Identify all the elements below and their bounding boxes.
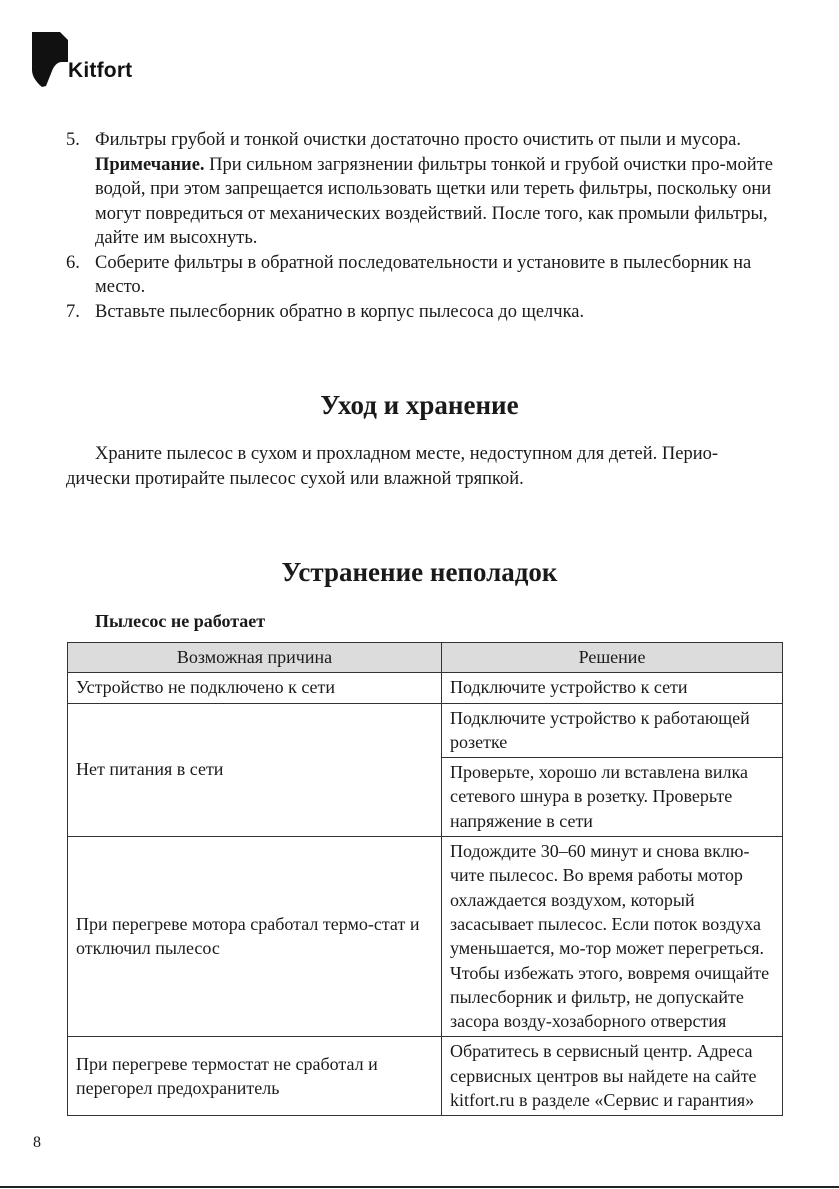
cause-cell: При перегреве термостат не сработал и перегорел предохранитель	[68, 1037, 442, 1116]
step-number: 7.	[66, 301, 80, 322]
instruction-steps	[66, 128, 786, 324]
header-cause: Возможная причина	[68, 643, 442, 673]
cause-cell: Устройство не подключено к сети	[68, 673, 442, 703]
brand-name: Kitfort	[68, 59, 133, 82]
kitfort-logo	[32, 32, 172, 92]
solution-cell: Обратитесь в сервисный центр. Адреса сервисных центров вы найдете на сайте kitfort.ru в разделе «Сервис и гарантия»	[442, 1037, 783, 1116]
step-number: 6.	[66, 252, 80, 273]
table-row	[68, 673, 783, 703]
table-row	[68, 703, 783, 758]
page-bottom-rule	[0, 1186, 839, 1188]
step-item	[66, 128, 786, 251]
troubleshooting-heading: Устранение неполадок	[281, 557, 558, 587]
table-header-row	[68, 643, 783, 673]
solution-cell: Подождите 30–60 минут и снова вклю-чите пылесос. Во время работы мотор охлаждается воздухом, который засасывает пылесос. Если поток воздуха уменьшается, мо-тор может перегреться. Чтобы избежать этого, вовремя очищайте пылесборник и фильтр, не допускайте засора возду-хозаборного отверстия	[442, 837, 783, 1037]
cause-cell: Нет питания в сети	[68, 703, 442, 836]
care-heading: Уход и хранение	[320, 390, 519, 420]
page-number: 8	[33, 1134, 41, 1151]
troubleshooting-subtitle: Пылесос не работает	[95, 611, 266, 631]
cause-cell: При перегреве мотора сработал термо-стат и отключил пылесос	[68, 837, 442, 1037]
step-item	[66, 300, 786, 325]
table-row	[68, 837, 783, 1037]
note-text: При сильном загрязнении фильтры тонкой и грубой очистки про-мойте водой, при этом запрещается использовать щетки или тереть фильтры, поскольку они могут повредиться от механических воздействий. После того, как промыли фильтры, дайте им высохнуть.	[95, 154, 773, 248]
troubleshooting-table	[67, 642, 783, 1116]
solution-cell: Проверьте, хорошо ли вставлена вилка сетевого шнура в розетку. Проверьте напряжение в сети	[442, 758, 783, 837]
note-label: Примечание.	[95, 154, 205, 175]
header-solution: Решение	[442, 643, 783, 673]
step-item	[66, 251, 786, 300]
solution-cell: Подключите устройство к работающей розетке	[442, 703, 783, 758]
step-text: Соберите фильтры в обратной последовательности и установите в пылесборник на место.	[95, 252, 752, 297]
step-number: 5.	[66, 130, 80, 150]
kitfort-logo-mark-icon	[32, 32, 70, 88]
step-text: Фильтры грубой и тонкой очистки достаточно просто очистить от пыли и мусора.	[95, 130, 742, 150]
solution-cell: Подключите устройство к сети	[442, 673, 783, 703]
care-text: Храните пылесос в сухом и прохладном месте, недоступном для детей. Перио-дически протирайте пылесос сухой или влажной тряпкой.	[66, 444, 719, 489]
table-row	[68, 1037, 783, 1116]
step-text: Вставьте пылесборник обратно в корпус пылесоса до щелчка.	[95, 301, 585, 322]
